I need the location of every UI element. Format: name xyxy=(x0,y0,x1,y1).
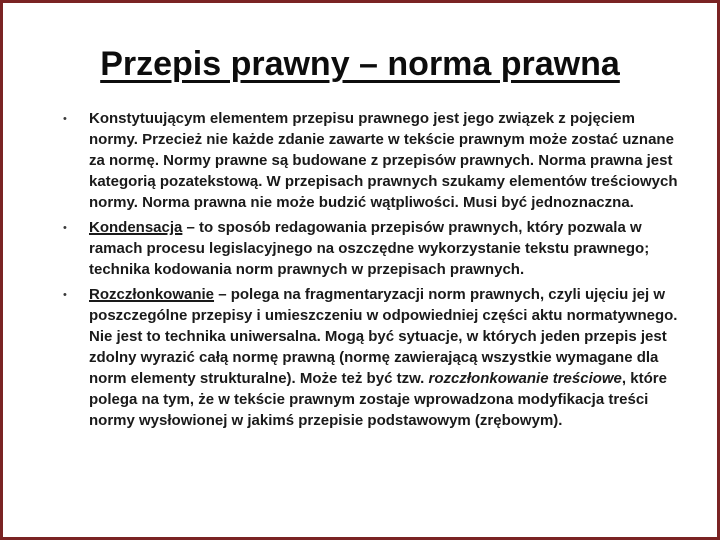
bullet-1-text xyxy=(89,108,679,213)
bullet-marker: • xyxy=(63,289,67,301)
slide-title: Przepis prawny – norma prawna xyxy=(100,45,620,83)
bullet-list xyxy=(63,108,679,431)
bullet-2-keyword: Kondensacja xyxy=(89,219,183,236)
bullet-1-body: Konstytuującym elementem przepisu prawnego jest jego związek z pojęciem normy. Przecież nie każde zdanie zawarte w tekście prawnym może zostać uznane za normę. Normy prawne są budowane z przepisów prawnych. Norma prawna jest kategorią pozatekstową. W przepisach prawnych szukamy elementów treściowych normy. Norma prawna nie może budzić wątpliwości. Musi być jednoznaczna. xyxy=(89,110,678,211)
bullet-marker: • xyxy=(63,222,67,234)
bullet-item-1 xyxy=(63,108,679,213)
bullet-item-2 xyxy=(63,217,679,280)
bullet-2-text xyxy=(89,217,679,280)
bullet-3-keyword: Rozczłonkowanie xyxy=(89,286,215,303)
bullet-3-italic-phrase: rozczłonkowanie treściowe xyxy=(428,370,622,387)
bullet-3-text xyxy=(89,284,679,431)
bullet-3-body-end: , które polega na tym, że w tekście prawnym zostaje wprowadzona modyfikacja treści normy wysłowionej w jakimś przepisie podstawowym (zrębowym). xyxy=(89,370,667,429)
bullet-item-3 xyxy=(63,284,679,431)
bullet-3-body-start: – polega na fragmentaryzacji norm prawnych, czyli ujęciu jej w poszczególne przepisy i umieszczeniu w odpowiedniej części aktu normatywnego. Nie jest to technika uniwersalna. Mogą być sytuacje, w których jeden przepis jest zdolny wyrazić całą normę prawną (normę zawierającą wszystkie wymagane dla norm elementy strukturalne). Może też być tzw. xyxy=(89,286,678,387)
bullet-2-body: – to sposób redagowania przepisów prawnych, który pozwala w ramach procesu legislacyjnego na oszczędne wykorzystanie tekstu prawnego; technika kodowania norm prawnych w przepisach prawnych. xyxy=(89,219,650,278)
bullet-marker: • xyxy=(63,113,67,125)
